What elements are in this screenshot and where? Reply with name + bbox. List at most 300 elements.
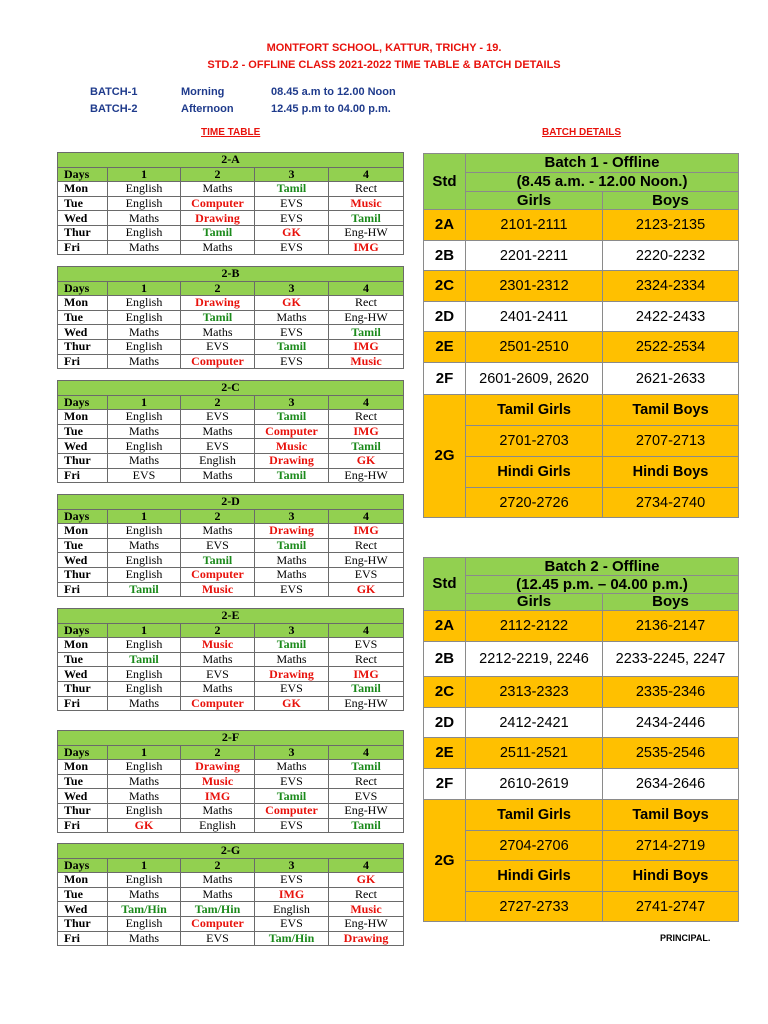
day-cell: Thur <box>58 916 108 931</box>
subject-cell: Maths <box>108 325 181 340</box>
column-header: 2 <box>181 167 255 182</box>
subject-cell: EVS <box>255 325 329 340</box>
column-header: 3 <box>255 623 329 638</box>
table-row <box>58 873 404 888</box>
subject-cell: Tamil <box>181 310 255 325</box>
subject-cell: Maths <box>181 681 255 696</box>
subject-cell: GK <box>329 453 404 468</box>
boys-range: 2335-2346 <box>603 677 739 708</box>
subject-cell: Maths <box>181 424 255 439</box>
subject-cell: IMG <box>329 240 404 255</box>
column-header: 1 <box>108 858 181 873</box>
subject-cell: English <box>108 916 181 931</box>
girls-range: 2201-2211 <box>466 241 603 271</box>
subject-cell: IMG <box>329 524 404 539</box>
day-cell: Mon <box>58 182 108 197</box>
timetable-2-c <box>57 380 404 483</box>
subject-cell: EVS <box>255 873 329 888</box>
table-row <box>58 310 404 325</box>
subject-cell: Music <box>181 774 255 789</box>
batch-table-2 <box>423 557 739 922</box>
column-header: 2 <box>181 858 255 873</box>
boys-range: 2634-2646 <box>603 769 739 800</box>
girls-range: 2401-2411 <box>466 302 603 332</box>
subject-cell: English <box>108 225 181 240</box>
subject-cell: EVS <box>255 774 329 789</box>
subject-cell: Drawing <box>181 760 255 775</box>
boys-range: 2535-2546 <box>603 738 739 769</box>
subject-cell: Tam/Hin <box>108 902 181 917</box>
day-cell: Mon <box>58 760 108 775</box>
day-cell: Mon <box>58 296 108 311</box>
subject-cell: Tamil <box>329 818 404 833</box>
timetable-2-d <box>57 494 404 597</box>
subject-cell: Maths <box>108 240 181 255</box>
std-cell: 2D <box>424 708 466 738</box>
subject-cell: Maths <box>255 760 329 775</box>
subject-cell: English <box>108 567 181 582</box>
table-row <box>58 916 404 931</box>
subject-cell: EVS <box>181 410 255 425</box>
section-title: 2-E <box>58 609 404 624</box>
subject-cell: English <box>108 410 181 425</box>
subject-cell: EVS <box>255 240 329 255</box>
std-cell: 2A <box>424 611 466 642</box>
subject-cell: Tamil <box>255 182 329 197</box>
day-cell: Wed <box>58 211 108 226</box>
day-cell: Fri <box>58 818 108 833</box>
column-header: 4 <box>329 858 404 873</box>
table-row <box>58 410 404 425</box>
timetable-2-e <box>57 608 404 711</box>
std-cell: 2F <box>424 363 466 395</box>
subject-cell: Computer <box>255 803 329 818</box>
subject-cell: Music <box>329 902 404 917</box>
table-row <box>58 211 404 226</box>
subject-cell: Rect <box>329 887 404 902</box>
subject-cell: Maths <box>108 453 181 468</box>
batch-2-name: BATCH-2 <box>90 103 138 115</box>
table-row <box>58 818 404 833</box>
subject-cell: Maths <box>108 424 181 439</box>
column-header: 1 <box>108 395 181 410</box>
subject-cell: Rect <box>329 410 404 425</box>
subject-cell: Rect <box>329 296 404 311</box>
table-row <box>58 789 404 804</box>
girls-header: Girls <box>466 594 603 611</box>
table-row <box>58 638 404 653</box>
table-row <box>58 354 404 369</box>
subject-cell: GK <box>329 873 404 888</box>
subject-cell: GK <box>329 582 404 597</box>
subject-cell: Rect <box>329 652 404 667</box>
subject-cell: EVS <box>255 196 329 211</box>
subject-cell: Tam/Hin <box>255 931 329 946</box>
subject-cell: English <box>108 296 181 311</box>
batch-2-time: 12.45 p.m to 04.00 p.m. <box>271 103 391 115</box>
table-row <box>58 225 404 240</box>
day-cell: Fri <box>58 468 108 483</box>
subject-cell: Computer <box>181 354 255 369</box>
subject-cell: English <box>108 760 181 775</box>
subject-cell: GK <box>255 696 329 711</box>
subject-cell: Computer <box>181 567 255 582</box>
subject-cell: English <box>255 902 329 917</box>
day-cell: Thur <box>58 339 108 354</box>
column-header: 3 <box>255 858 329 873</box>
girls-range: 2101-2111 <box>466 210 603 241</box>
subject-cell: Maths <box>108 789 181 804</box>
column-header: 3 <box>255 745 329 760</box>
batch-2-session: Afternoon <box>181 103 234 115</box>
subject-cell: Drawing <box>255 453 329 468</box>
day-cell: Mon <box>58 638 108 653</box>
table-row <box>58 524 404 539</box>
boys-range: 2233-2245, 2247 <box>603 642 739 677</box>
day-cell: Fri <box>58 240 108 255</box>
column-header: 1 <box>108 281 181 296</box>
subject-cell: Tamil <box>181 225 255 240</box>
subject-cell: EVS <box>329 638 404 653</box>
std-cell: 2C <box>424 677 466 708</box>
subject-cell: Music <box>181 638 255 653</box>
std-cell: 2E <box>424 738 466 769</box>
table-row <box>58 196 404 211</box>
batch-1-session: Morning <box>181 86 225 98</box>
column-header: 4 <box>329 281 404 296</box>
column-header: 3 <box>255 395 329 410</box>
column-header: Days <box>58 395 108 410</box>
subject-cell: GK <box>108 818 181 833</box>
table-row <box>424 677 739 708</box>
subject-cell: Eng-HW <box>329 916 404 931</box>
batch-table-1 <box>423 153 739 518</box>
subject-cell: GK <box>255 296 329 311</box>
girls-range: 2313-2323 <box>466 677 603 708</box>
table-row <box>424 363 739 395</box>
subject-cell: Maths <box>108 538 181 553</box>
column-header: 4 <box>329 745 404 760</box>
girls-range: 2501-2510 <box>466 332 603 363</box>
subject-cell: Drawing <box>329 931 404 946</box>
tamil-boys-label: Tamil Boys <box>603 395 739 426</box>
column-header: 3 <box>255 167 329 182</box>
boys-range: 2220-2232 <box>603 241 739 271</box>
subject-cell: Music <box>255 439 329 454</box>
timetable-2-g <box>57 843 404 946</box>
girls-range: 2301-2312 <box>466 271 603 302</box>
subject-cell: Tamil <box>255 538 329 553</box>
boys-range: 2434-2446 <box>603 708 739 738</box>
boys-range: 2522-2534 <box>603 332 739 363</box>
subject-cell: IMG <box>329 424 404 439</box>
subject-cell: EVS <box>181 439 255 454</box>
table-row <box>424 332 739 363</box>
day-cell: Tue <box>58 774 108 789</box>
hindi-boys-label: Hindi Boys <box>603 861 739 892</box>
document-subtitle: STD.2 - OFFLINE CLASS 2021-2022 TIME TABLE & BATCH DETAILS <box>207 59 561 71</box>
subject-cell: Tam/Hin <box>181 902 255 917</box>
hindi-girls-range: 2727-2733 <box>466 892 603 922</box>
principal-signature-label: PRINCIPAL. <box>660 933 711 943</box>
subject-cell: EVS <box>181 339 255 354</box>
table-row <box>58 760 404 775</box>
subject-cell: Computer <box>181 696 255 711</box>
day-cell: Fri <box>58 931 108 946</box>
hindi-boys-range: 2734-2740 <box>603 488 739 518</box>
subject-cell: Drawing <box>255 667 329 682</box>
subject-cell: EVS <box>255 211 329 226</box>
day-cell: Thur <box>58 567 108 582</box>
girls-range: 2112-2122 <box>466 611 603 642</box>
subject-cell: Maths <box>108 211 181 226</box>
table-row <box>58 774 404 789</box>
column-header: 3 <box>255 281 329 296</box>
day-cell: Mon <box>58 873 108 888</box>
table-row <box>424 642 739 677</box>
subject-cell: Tamil <box>181 553 255 568</box>
day-cell: Thur <box>58 225 108 240</box>
subject-cell: Maths <box>181 803 255 818</box>
column-header: 4 <box>329 167 404 182</box>
section-title: 2-G <box>58 844 404 859</box>
std-cell: 2B <box>424 241 466 271</box>
subject-cell: Computer <box>255 424 329 439</box>
girls-range: 2212-2219, 2246 <box>466 642 603 677</box>
subject-cell: Maths <box>108 354 181 369</box>
timetable-2-a <box>57 152 404 255</box>
section-title: 2-B <box>58 267 404 282</box>
column-header: Days <box>58 167 108 182</box>
boys-header: Boys <box>603 594 739 611</box>
subject-cell: English <box>108 524 181 539</box>
subject-cell: Tamil <box>255 339 329 354</box>
column-header: 2 <box>181 745 255 760</box>
subject-cell: Tamil <box>108 582 181 597</box>
subject-cell: Eng-HW <box>329 696 404 711</box>
subject-cell: EVS <box>255 582 329 597</box>
subject-cell: English <box>108 310 181 325</box>
std-cell-2g: 2G <box>424 800 466 922</box>
std-cell: 2D <box>424 302 466 332</box>
subject-cell: Maths <box>108 931 181 946</box>
std-cell-2g: 2G <box>424 395 466 518</box>
boys-header: Boys <box>603 192 739 210</box>
table-row <box>58 325 404 340</box>
column-header: 1 <box>108 167 181 182</box>
subject-cell: English <box>108 439 181 454</box>
subject-cell: Maths <box>108 887 181 902</box>
subject-cell: Maths <box>181 325 255 340</box>
boys-range: 2136-2147 <box>603 611 739 642</box>
column-header: Days <box>58 858 108 873</box>
day-cell: Fri <box>58 354 108 369</box>
section-title: 2-D <box>58 495 404 510</box>
day-cell: Wed <box>58 325 108 340</box>
subject-cell: IMG <box>329 339 404 354</box>
day-cell: Tue <box>58 652 108 667</box>
subject-cell: Maths <box>255 567 329 582</box>
tamil-boys-range: 2714-2719 <box>603 831 739 861</box>
subject-cell: Eng-HW <box>329 468 404 483</box>
day-cell: Mon <box>58 410 108 425</box>
subject-cell: Maths <box>108 774 181 789</box>
table-row <box>58 887 404 902</box>
column-header: Days <box>58 745 108 760</box>
column-header: 1 <box>108 509 181 524</box>
subject-cell: Tamil <box>255 789 329 804</box>
subject-cell: Tamil <box>329 439 404 454</box>
column-header: 2 <box>181 395 255 410</box>
column-header: 2 <box>181 281 255 296</box>
column-header: 4 <box>329 395 404 410</box>
column-header: 4 <box>329 509 404 524</box>
timetable-2-b <box>57 266 404 369</box>
timetable-heading: TIME TABLE <box>201 127 261 138</box>
subject-cell: English <box>108 873 181 888</box>
day-cell: Fri <box>58 582 108 597</box>
hindi-boys-range: 2741-2747 <box>603 892 739 922</box>
subject-cell: EVS <box>329 567 404 582</box>
table-row <box>58 582 404 597</box>
subject-cell: English <box>108 638 181 653</box>
subject-cell: English <box>181 818 255 833</box>
std-header: Std <box>424 154 466 210</box>
boys-range: 2422-2433 <box>603 302 739 332</box>
hindi-boys-label: Hindi Boys <box>603 457 739 488</box>
table-row <box>424 241 739 271</box>
subject-cell: EVS <box>255 818 329 833</box>
subject-cell: Tamil <box>255 638 329 653</box>
subject-cell: English <box>108 182 181 197</box>
subject-cell: IMG <box>255 887 329 902</box>
subject-cell: EVS <box>255 354 329 369</box>
subject-cell: GK <box>255 225 329 240</box>
subject-cell: Rect <box>329 538 404 553</box>
table-row <box>58 567 404 582</box>
subject-cell: Tamil <box>329 760 404 775</box>
table-row <box>58 296 404 311</box>
subject-cell: Maths <box>181 524 255 539</box>
boys-range: 2621-2633 <box>603 363 739 395</box>
table-row <box>424 738 739 769</box>
subject-cell: Computer <box>181 916 255 931</box>
std-header: Std <box>424 558 466 611</box>
subject-cell: Eng-HW <box>329 225 404 240</box>
column-header: Days <box>58 509 108 524</box>
girls-range: 2601-2609, 2620 <box>466 363 603 395</box>
subject-cell: Music <box>181 582 255 597</box>
day-cell: Thur <box>58 453 108 468</box>
tamil-girls-label: Tamil Girls <box>466 800 603 831</box>
subject-cell: Maths <box>255 553 329 568</box>
section-title: 2-A <box>58 153 404 168</box>
std-cell: 2B <box>424 642 466 677</box>
tamil-boys-label: Tamil Boys <box>603 800 739 831</box>
column-header: 4 <box>329 623 404 638</box>
girls-range: 2412-2421 <box>466 708 603 738</box>
girls-header: Girls <box>466 192 603 210</box>
batch-title: Batch 2 - Offline <box>466 558 739 576</box>
table-row <box>58 667 404 682</box>
day-cell: Thur <box>58 803 108 818</box>
subject-cell: Tamil <box>329 325 404 340</box>
subject-cell: EVS <box>329 789 404 804</box>
subject-cell: Maths <box>181 652 255 667</box>
tamil-boys-range: 2707-2713 <box>603 426 739 457</box>
subject-cell: EVS <box>181 538 255 553</box>
subject-cell: Maths <box>181 468 255 483</box>
day-cell: Tue <box>58 196 108 211</box>
day-cell: Wed <box>58 902 108 917</box>
subject-cell: IMG <box>181 789 255 804</box>
table-row <box>58 424 404 439</box>
column-header: 3 <box>255 509 329 524</box>
subject-cell: Computer <box>181 196 255 211</box>
girls-range: 2610-2619 <box>466 769 603 800</box>
subject-cell: EVS <box>255 916 329 931</box>
std-cell: 2A <box>424 210 466 241</box>
subject-cell: EVS <box>255 681 329 696</box>
table-row <box>58 681 404 696</box>
table-row <box>424 210 739 241</box>
subject-cell: Rect <box>329 774 404 789</box>
batch-details-heading: BATCH DETAILS <box>542 127 622 138</box>
subject-cell: Drawing <box>181 296 255 311</box>
table-row <box>58 468 404 483</box>
subject-cell: English <box>108 681 181 696</box>
boys-range: 2123-2135 <box>603 210 739 241</box>
batch-time: (8.45 a.m. - 12.00 Noon.) <box>466 173 739 192</box>
subject-cell: Maths <box>255 652 329 667</box>
subject-cell: Maths <box>181 182 255 197</box>
std-cell: 2F <box>424 769 466 800</box>
subject-cell: Maths <box>181 887 255 902</box>
subject-cell: English <box>108 667 181 682</box>
subject-cell: Music <box>329 354 404 369</box>
column-header: 1 <box>108 745 181 760</box>
subject-cell: Music <box>329 196 404 211</box>
subject-cell: Tamil <box>329 211 404 226</box>
section-title: 2-C <box>58 381 404 396</box>
table-row <box>58 339 404 354</box>
day-cell: Tue <box>58 538 108 553</box>
table-row <box>58 240 404 255</box>
timetable-2-f <box>57 730 404 833</box>
table-row <box>424 271 739 302</box>
subject-cell: Eng-HW <box>329 803 404 818</box>
batch-1-name: BATCH-1 <box>90 86 138 98</box>
subject-cell: Tamil <box>108 652 181 667</box>
table-row <box>58 538 404 553</box>
section-title: 2-F <box>58 731 404 746</box>
subject-cell: Maths <box>255 310 329 325</box>
hindi-girls-label: Hindi Girls <box>466 457 603 488</box>
batch-time: (12.45 p.m. – 04.00 p.m.) <box>466 576 739 594</box>
subject-cell: Tamil <box>255 410 329 425</box>
batch-1-time: 08.45 a.m to 12.00 Noon <box>271 86 396 98</box>
table-row <box>424 302 739 332</box>
column-header: Days <box>58 623 108 638</box>
column-header: 2 <box>181 623 255 638</box>
subject-cell: Rect <box>329 182 404 197</box>
subject-cell: Tamil <box>329 681 404 696</box>
day-cell: Wed <box>58 439 108 454</box>
column-header: 2 <box>181 509 255 524</box>
subject-cell: Maths <box>181 873 255 888</box>
day-cell: Tue <box>58 424 108 439</box>
subject-cell: Eng-HW <box>329 553 404 568</box>
